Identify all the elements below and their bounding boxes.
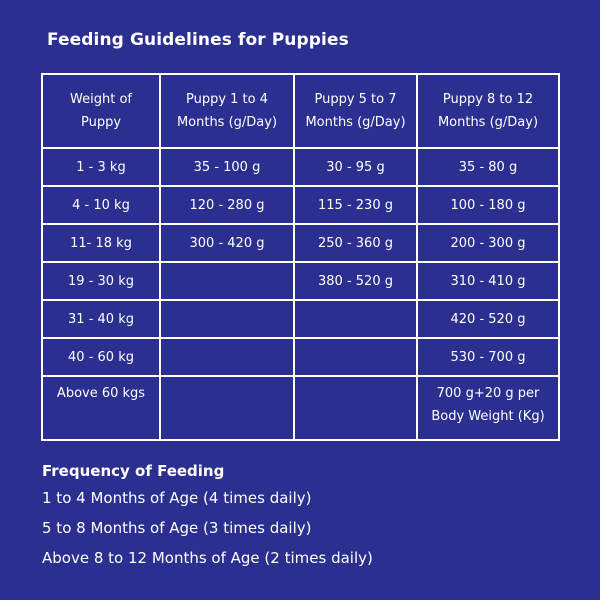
cell-weight: Above 60 kgs	[42, 376, 160, 440]
header-1-to-4-months: Puppy 1 to 4 Months (g/Day)	[160, 74, 294, 148]
cell-weight: 1 - 3 kg	[42, 148, 160, 186]
cell-5-to-7	[294, 376, 417, 440]
cell-8-to-12: 700 g+20 g per Body Weight (Kg)	[417, 376, 559, 440]
cell-5-to-7: 380 - 520 g	[294, 262, 417, 300]
header-weight: Weight of Puppy	[42, 74, 160, 148]
cell-1-to-4	[160, 338, 294, 376]
frequency-item: 1 to 4 Months of Age (4 times daily)	[42, 489, 312, 507]
cell-8-to-12: 310 - 410 g	[417, 262, 559, 300]
table-row	[42, 376, 559, 440]
table-row	[42, 148, 559, 186]
cell-weight: 11- 18 kg	[42, 224, 160, 262]
cell-weight: 19 - 30 kg	[42, 262, 160, 300]
cell-8-to-12: 35 - 80 g	[417, 148, 559, 186]
feeding-guidelines-table	[41, 73, 560, 441]
table-row	[42, 300, 559, 338]
frequency-item: Above 8 to 12 Months of Age (2 times daily)	[42, 549, 373, 567]
header-8-to-12-months: Puppy 8 to 12 Months (g/Day)	[417, 74, 559, 148]
cell-8-to-12: 530 - 700 g	[417, 338, 559, 376]
cell-5-to-7: 30 - 95 g	[294, 148, 417, 186]
cell-8-to-12: 420 - 520 g	[417, 300, 559, 338]
cell-1-to-4	[160, 262, 294, 300]
cell-5-to-7	[294, 338, 417, 376]
frequency-title: Frequency of Feeding	[42, 462, 225, 480]
cell-8-to-12: 200 - 300 g	[417, 224, 559, 262]
frequency-item: 5 to 8 Months of Age (3 times daily)	[42, 519, 312, 537]
cell-5-to-7	[294, 300, 417, 338]
cell-5-to-7: 250 - 360 g	[294, 224, 417, 262]
cell-1-to-4: 35 - 100 g	[160, 148, 294, 186]
cell-1-to-4	[160, 376, 294, 440]
header-5-to-7-months: Puppy 5 to 7 Months (g/Day)	[294, 74, 417, 148]
cell-weight: 31 - 40 kg	[42, 300, 160, 338]
cell-1-to-4	[160, 300, 294, 338]
table-row	[42, 262, 559, 300]
cell-weight: 40 - 60 kg	[42, 338, 160, 376]
table-header-row	[42, 74, 559, 148]
table-row	[42, 338, 559, 376]
cell-8-to-12: 100 - 180 g	[417, 186, 559, 224]
table-row	[42, 186, 559, 224]
table-row	[42, 224, 559, 262]
cell-1-to-4: 300 - 420 g	[160, 224, 294, 262]
cell-1-to-4: 120 - 280 g	[160, 186, 294, 224]
page-title: Feeding Guidelines for Puppies	[47, 30, 349, 50]
cell-weight: 4 - 10 kg	[42, 186, 160, 224]
cell-5-to-7: 115 - 230 g	[294, 186, 417, 224]
